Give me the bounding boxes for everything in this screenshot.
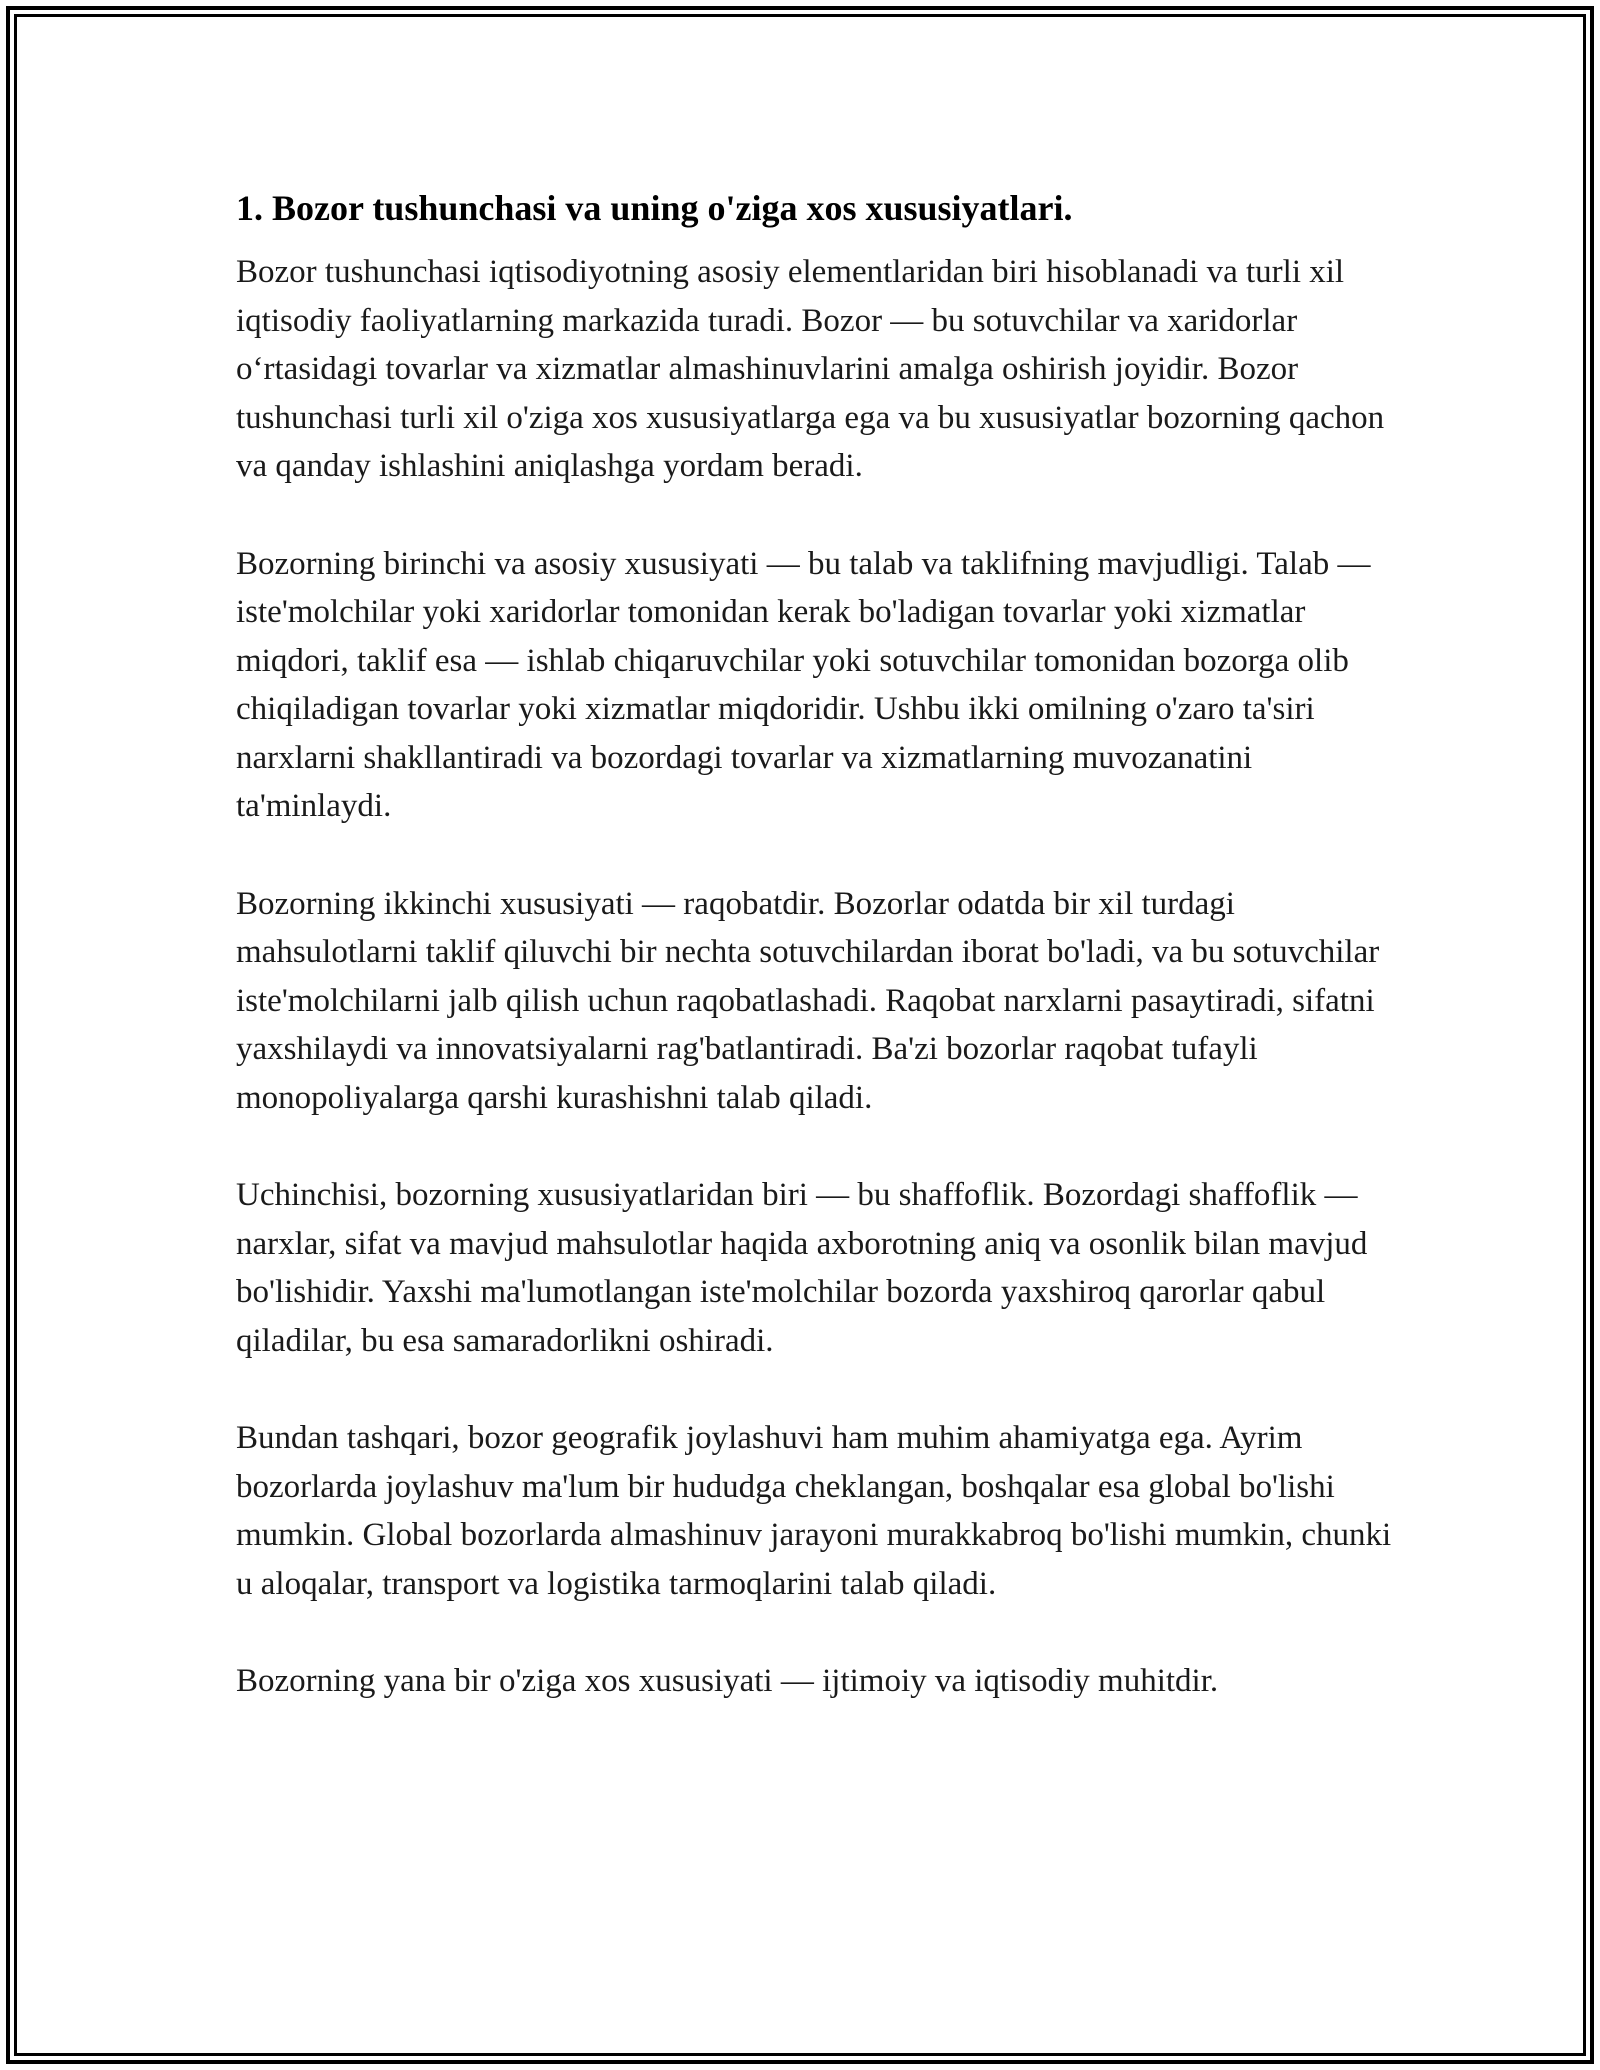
- paragraph-social-environment: Bozorning yana bir o'ziga xos xususiyati — ijtimoiy va iqtisodiy muhitdir.: [236, 1663, 1219, 1699]
- paragraph-geography: Bundan tashqari, bozor geografik joylashuvi ham muhim ahamiyatga ega. Ayrim bozorlarda joylashuv ma'lum bir hududga cheklangan, boshqalar esa global bo'lishi mumkin. Global bozorlarda almashinuv jarayoni murakkabroq bo'lishi mumkin, chunki u aloqalar, transport va logistika tarmoqlarini talab qiladi.: [236, 1420, 1392, 1602]
- paragraph-competition: Bozorning ikkinchi xususiyati — raqobatdir. Bozorlar odatda bir xil turdagi mahsulotlarni taklif qiluvchi bir nechta sotuvchilardan iborat bo'ladi, va bu sotuvchilar iste'molchilarni jalb qilish uchun raqobatlashadi. Raqobat narxlarni pasaytiradi, sifatni yaxshilaydi va innovatsiyalarni rag'batlantiradi. Ba'zi bozorlar raqobat tufayli monopoliyalarga qarshi kurashishni talab qiladi.: [236, 885, 1380, 1116]
- paragraph-supply-demand: Bozorning birinchi va asosiy xususiyati — bu talab va taklifning mavjudligi. Talab — iste'molchilar yoki xaridorlar tomonidan kerak bo'ladigan tovarlar yoki xizmatlar miqdori, taklif esa — ishlab chiqaruvchilar yoki sotuvchilar tomonidan bozorga olib chiqiladigan tovarlar yoki xizmatlar miqdoridir. Ushbu ikki omilning o'zaro ta'siri narxlarni shakllantiradi va bozordagi tovarlar va xizmatlarning muvozanatini ta'minlaydi.: [236, 545, 1371, 824]
- paragraph-market-concept: Bozor tushunchasi iqtisodiyotning asosiy elementlaridan biri hisoblanadi va turli xil iqtisodiy faoliyatlarning markazida turadi. Bozor — bu sotuvchilar va xaridorlar o‘rtasidagi tovarlar va xizmatlar almashinuvlarini amalga oshirish joyidir. Bozor tushunchasi turli xil o'ziga xos xususiyatlarga ega va bu xususiyatlar bozorning qachon va qanday ishlashini aniqlashga yordam beradi.: [236, 254, 1385, 484]
- section-heading: 1. Bozor tushunchasi va uning o'ziga xos xususiyatlari.: [236, 188, 1073, 228]
- paragraph-transparency: Uchinchisi, bozorning xususiyatlaridan biri — bu shaffoflik. Bozordagi shaffoflik — narxlar, sifat va mavjud mahsulotlar haqida axborotning aniq va osonlik bilan mavjud bo'lishidir. Yaxshi ma'lumotlangan iste'molchilar bozorda yaxshiroq qarorlar qabul qiladilar, bu esa samaradorlikni oshiradi.: [236, 1177, 1368, 1359]
- document-body: [236, 186, 1396, 1706]
